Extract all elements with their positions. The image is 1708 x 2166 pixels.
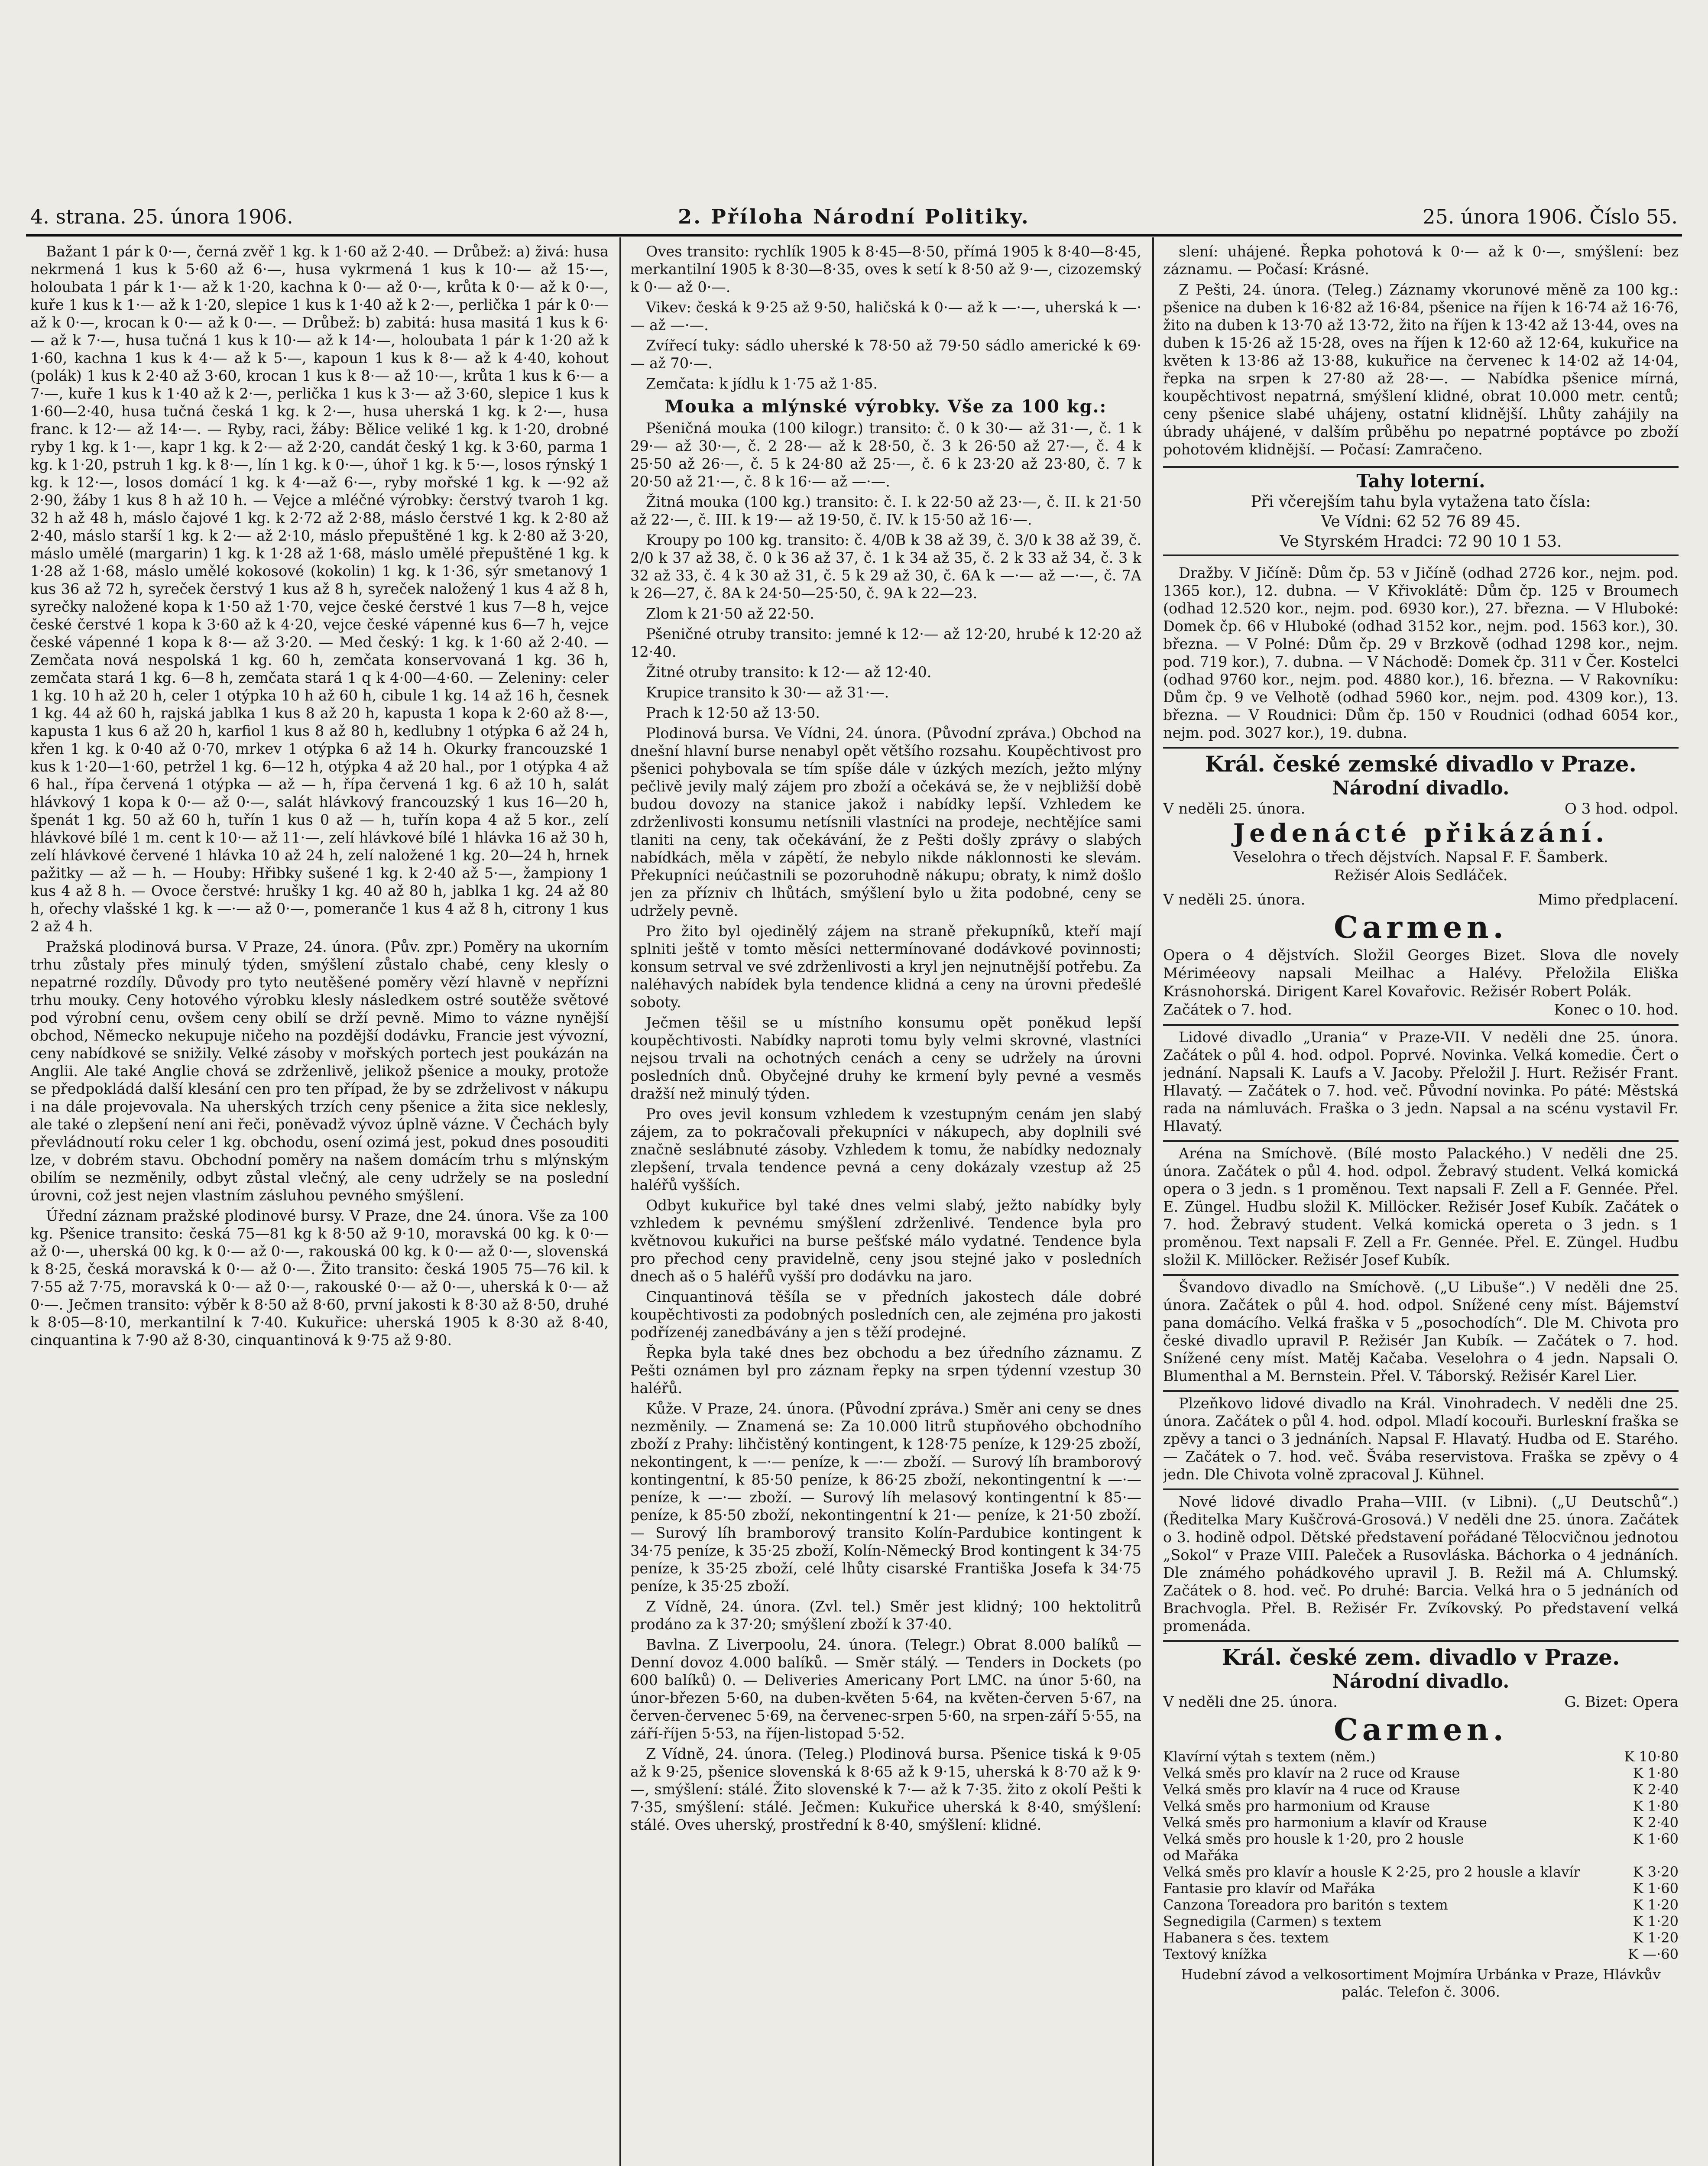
theatre2-row — [1163, 1693, 1679, 1711]
flour-heading: Mouka a mlýnské výrobky. Vše za 100 kg.: — [664, 396, 1107, 417]
oats-prices: Oves transito: rychlík 1905 k 8·45—8·50, přímá 1905 k 8·40—8·45, merkantilní 1905 k 8·30—8·35, oves k setí k 8·50 až 9·—, cizozemský k 0·— až 0·—. — [630, 243, 1141, 295]
sheet-music-item — [1163, 1880, 1679, 1897]
fats-prices: Zvířecí tuky: sádlo uherské k 78·50 až 79·50 sádlo americké k 69·— až 70·—. — [630, 337, 1141, 372]
lottery-vienna: Ve Vídni: 62 52 76 89 45. — [1321, 513, 1521, 531]
header-title: 2. Příloha Národní Politiky. — [678, 205, 1030, 228]
column-1 — [30, 243, 609, 2166]
urania-ad — [1163, 1024, 1679, 1135]
play-title: Jedenácté přikázání. — [1233, 818, 1609, 848]
carmen-title: Carmen. — [1334, 909, 1508, 945]
column-3 — [1163, 243, 1679, 2166]
rye-report: Pro žito byl ojedinělý zájem na straně překupníků, kteří mají splniti ještě v tomto měsíci nettermínované dodávkové povinnosti; konsum setrval ve své zdrženlivosti a kryl jen nejnutnější potřebu. Za naléhavých nabídek byla tendence klidná a ceny na úrovni předešlé soboty. — [630, 923, 1141, 1011]
sheet-music-price: K 1·60 — [1633, 1880, 1679, 1897]
official-bourse-record: Úřední záznam pražské plodinové bursy. V Praze, dne 24. února. Vše za 100 kg. Pšenice transito: česká 75—81 kg k 8·50 až 9·10, moravská 00 kg. k 0·— až 0·—, uherská 00 kg. k 0·— až 0·—, rakouská 00 kg. k 0·— až 0·—, slovenská k 8·25, česká moravská k 0·— až 0·—. Žito transito: česká 1905 75—76 kil. k 7·55 až 7·75, moravská k 0·— až 0·—, rakouské 0·— až 0·—, uherská k 0·— až 0·—. Ječmen transito: výběr k 8·50 až 8·60, první jakosti k 8·30 až 8·50, druhé k 8·05—8·10, merkantilní k 7·40. Kukuřice: uherská 1905 k 8·30 až 8·40, cinquantina k 7·90 až 8·30, cinquantinová k 9·75 až 9·80. — [30, 1207, 609, 1349]
play-desc: Veselohra o třech dějstvích. Napsal F. F. Šamberk. — [1233, 849, 1608, 866]
sheet-music-price: K 2·40 — [1633, 1814, 1679, 1831]
vetch-prices: Vikev: česká k 9·25 až 9·50, haličská k 0·— až k —·—, uherská k —·— až —·—. — [630, 299, 1141, 334]
semolina-prices: Krupice transito k 30·— až 31·—. — [646, 684, 889, 701]
smichov-text: Aréna na Smíchově. (Bílé mosto Palackého.) V neděli dne 25. února. Začátek o půl 4. hod. odpol. Žebravý student. Velká komická opera o 3 jedn. s 1 proměnou. Text napsali F. Zell a F. Gennée. Přel. E. Züngel. Hudbu složil K. Millöcker. Režisér Josef Kubík. Začátek o 7. hod. Žebravý student. Velká komická opereta o 3 jedn. s 1 proměnou. Text napsali F. Zell a Fr. Gennée. Přel. E. Züngel. Hudbu složil K. Millöcker. Režisér Josef Kubík. — [1163, 1145, 1679, 1268]
rye-flour-prices: Žitná mouka (100 kg.) transito: č. I. k 22·50 až 23·—, č. II. k 21·50 až 22·—, č. III. k 19·— až 19·50, č. IV. k 15·50 až 16·—. — [630, 493, 1141, 528]
theatre-date-2: V neděli 25. února. — [1163, 891, 1306, 908]
sheet-music-title: Velká směs pro housle k 1·20, pro 2 housle — [1163, 1831, 1464, 1847]
sheet-music-item — [1163, 1781, 1679, 1798]
vinohrady-text: Plzeňkovo lidové divadlo na Král. Vinohradech. V neděli dne 25. února. Začátek o půl 4. hod. odpol. Mladí kocouři. Burleskní fraška se zpěvy a tanci o 3 jednáních. Napsal F. Hlavatý. Hudba od E. Starého. — Začátek o 7. hod. več. Švába reservistova. Fraška se zpěvy o 4 jedn. Dle Chivota volně zpracoval J. Kühnel. — [1163, 1395, 1679, 1483]
play-director: Režisér Alois Sedláček. — [1334, 867, 1508, 884]
sheet-music-list — [1163, 1748, 1679, 1962]
rye-bran-prices: Žitné otruby transito: k 12·— až 12·40. — [646, 664, 932, 681]
cotton-report: Bavlna. Z Liverpoolu, 24. února. (Telegr.) Obrat 8.000 balíků — Denní dovoz 4.000 balíků. — Směr stálý. — Tenders in Dockets (po 600 balíků) 0. — Deliveries Americany Port LMC. na únor 5·60, na únor-březen 5·60, na duben-květen 5·64, na květen-červen 5·67, na červen-červenec 5·69, na červenec-srpen 5·60, na srpen-září 5·55, na září-říjen 5·53, na říjen-listopad 5·52. — [630, 1636, 1141, 1742]
vienna-telegram: Z Vídně, 24. února. (Teleg.) Plodinová bursa. Pšenice tiská k 9·05 až k 9·25, pšenice slovenská k 8·65 až k 9·15, uherská k 8·70 až k 9·—, smýšlení: stálé. Žito slovenské k 7·— až k 7·35. žito z okolí Pešti k 7·35, smýšlení: stálé. Ječmen: Kukuřice uherská k 8·40, smýšlení: stálé. Oves uherský, prostřední k 8·40, smýšlení: klidné. — [630, 1745, 1141, 1833]
theatre-time: O 3 hod. odpol. — [1564, 800, 1679, 817]
theatre2-house: Národní divadlo. — [1332, 1670, 1510, 1693]
sheet-music-price: K 1·80 — [1633, 1765, 1679, 1781]
pest-report: Z Pešti, 24. února. (Teleg.) Záznamy vkorunové měně za 100 kg.: pšenice na duben k 16·82 až 16·84, pšenice na říjen k 16·74 až 16·76, žito na duben k 13·70 až 13·72, žito na říjen k 13·42 až 13·44, oves na duben k 15·26 až 15·28, oves na říjen k 12·60 až 12·64, kukuřice na květen k 13·86 až 13·88, kukuřice na červenec k 14·02 až 14·04, řepka na srpen k 27·80 až 28·—. — Nabídka pšenice mírná, koupěchtivost nepatrná, smýšlení klidné, obrat 10.000 metr. centů; ceny pšenice slabé uhájeny, ostatní klidnější. Lhůty zahájily na úbrady uhájené, v dalším průběhu po nepatrné poptávce po zboží pohotovém klidnější. — Počasí: Zamračeno. — [1163, 281, 1679, 458]
sheet-music-item — [1163, 1765, 1679, 1781]
sheet-music-price: K 1·20 — [1633, 1913, 1679, 1929]
theatre-date-row — [1163, 800, 1679, 818]
sheet-music-title: Velká směs pro klavír na 2 ruce od Krause — [1163, 1765, 1460, 1781]
sheet-music-price: K 3·20 — [1633, 1864, 1679, 1880]
sheet-music-price — [1640, 1847, 1679, 1864]
dust-prices: Prach k 12·50 až 13·50. — [646, 704, 820, 721]
potatoes-prices: Zemčata: k jídlu k 1·75 až 1·85. — [646, 375, 878, 392]
groats-prices: Kroupy po 100 kg. transito: č. 4/0B k 38 až 39, č. 3/0 k 38 až 39, č. 2/0 k 37 až 38, č. 0 k 36 až 37, č. 1 k 34 až 35, č. 2 k 33 až 34, č. 3 k 32 až 33, č. 4 k 30 až 31, č. 5 k 29 až 30, č. 6A k —·— až —·—, č. 7A k 26—27, č. 8A k 24·50—25·50, č. 9A k 22—23. — [630, 532, 1141, 602]
carmen-end: Konec o 10. hod. — [1554, 1001, 1679, 1018]
carmen-music-ad — [1163, 1640, 1679, 2001]
sheet-music-title: Canzona Toreadora pro baritón s textem — [1163, 1897, 1448, 1913]
rapeseed-report: Řepka byla také dnes bez obchodu a bez úředního záznamu. Z Pešti oznámen byl pro záznam řepky na srpen týdenní vzestup 30 haléřů. — [630, 1344, 1141, 1397]
theatre-name: Král. české zemské divadlo v Praze. — [1205, 751, 1637, 777]
theatre-date: V neděli 25. února. — [1163, 800, 1306, 817]
barley-report: Ječmen těšil se u místního konsumu opět poněkud lepší koupěchtivosti. Nabídky naproti tomu byly velmi skrovné, vlastníci nejsou trvali na ochotných cenách a ceny se udržely na úrovni posledních dnů. Obyčejné druhy ke krmení byly pevné a vesměs dražší než minulý týden. — [630, 1014, 1141, 1102]
lottery-title: Tahy loterní. — [1356, 470, 1485, 492]
vienna-bourse: Plodinová bursa. Ve Vídni, 24. února. (Původní zpráva.) Obchod na dnešní hlavní burse nenabyl opět většího rozsahu. Koupěchtivost pro pšenici pohybovala se tím spíše dále v úzkých mezích, ježto mlýny pečlivě jevily malý zájem pro zboží a očekává se, že v nejbližší době budou dovozy na stanice jakož i nabídky lepší. Vzhledem ke zdrženlivosti konsumu netísnili vlastníci na prodeje, nechtějíce sami tlaniti na ceny, tak očekávání, že z Pešti došly zprávy o slabých nabídkách, měla v zápětí, že nebylo nikde náklonnosti ke slevám. Překupníci neúčastnili se pozoruhodně nákupu; obraty, k nimž došlo jen za přízniv ch lhůtách, smýšlení bylo u žita podobné, ceny se udržely pevně. — [630, 725, 1141, 919]
svandovo-text: Švandovo divadlo na Smíchově. („U Libuše“.) V neděli dne 25. února. Začátek o půl 4. hod. odpol. Snížené ceny míst. Bájemství pana domácího. Velká fraška v 5 „posochodích“. Dle M. Chivota pro české divadlo upravil P. Režisér Jan Kubík. — Začátek o 7. hod. Snížené ceny míst. Matěj Kačaba. Veselohra o 4 jedn. Napsali O. Blumenthal a M. Bernstein. Přel. V. Táborský. Režisér Karel Lier. — [1163, 1279, 1679, 1385]
sheet-music-item — [1163, 1864, 1679, 1880]
vienna-spirit: Z Vídně, 24. února. (Zvl. tel.) Směr jest klidný; 100 hektolitrů prodáno za k 37·20; smýšlení zboží k 37·40. — [630, 1598, 1141, 1633]
sheet-music-item — [1163, 1814, 1679, 1831]
lottery-subtitle: Při včerejším tahu byla vytažena tato čísla: — [1251, 493, 1591, 511]
national-theatre-ad — [1163, 747, 1679, 1019]
sheet-music-title: Segnedigila (Carmen) s textem — [1163, 1913, 1382, 1929]
vinohrady-ad — [1163, 1390, 1679, 1483]
sheet-music-item — [1163, 1831, 1679, 1847]
wheat-bran-prices: Pšeničné otruby transito: jemné k 12·— až 12·20, hrubé k 12·20 až 12·40. — [630, 626, 1141, 660]
wheat-flour-prices: Pšeničná mouka (100 kilogr.) transito: č. 0 k 30·— až 31·—, č. 1 k 29·— až 30·—, č. 2 28·— až k 28·50, č. 3 k 26·50 až 27·—, č. 4 k 25·50 až 26·—, č. 5 k 24·80 až 25·—, č. 6 k 23·20 až 23·80, č. 7 k 20·50 až 21·—, č. 8 k 16·— až —·—. — [630, 420, 1141, 490]
sheet-music-price: K 1·20 — [1633, 1929, 1679, 1946]
market-prices: Bažant 1 pár k 0·—, černá zvěř 1 kg. k 1·60 až 2·40. — Drůbež: a) živá: husa nekrmená 1 kus k 5·60 až 6·—, husa vykrmená 1 kus k 10·— až 15·—, holoubata 1 pár k 1·— až k 1·20, kachna k 0·— až 0·—, krůta k 0·— až k 0·—, kuře 1 kus k 1·— až k 1·20, slepice 1 kus k 1·40 až k 2·—, perlička 1 pár k 0·— až k 0·—, krocan k 0·— až k 0·—. — Drůbež: b) zabitá: husa masitá 1 kus k 6·— až k 7·—, husa tučná 1 kus k 10·— až k 14·—, holoubata 1 pár k 1·20 až k 1·60, kachna 1 kus k 4·— až k 5·—, kapoun 1 kus k 8·— až k 4·40, kohout (polák) 1 kus k 2·40 až 3·60, krocan 1 kus k 8·— až 10·—, krůta 1 kus k 6·— a 7·—, kuře 1 kus k 1·40 až k 2·—, perlička 1 kus k 3·— až 3·60, slepice 1 kus k 1·60—2·40, husa tučná česká 1 kg. k 2·—, husa uherská 1 kg. k 2·—, husa franc. k 12·— až 14·—. — Ryby, raci, žáby: Bělice veliké 1 kg. k 1·20, drobné ryby 1 kg. k 1·—, kapr 1 kg. k 2·— až 2·20, candát český 1 kg. k 3·60, parma 1 kg. k 1·20, pstruh 1 kg. k 8·—, lín 1 kg. k 0·—, úhoř 1 kg. k 5·—, losos rýnský 1 kg. k 12·—, losos domácí 1 kg. k 4·—až 6·—, ryby mořské 1 kg. k —·92 až 2·90, žáby 1 kus 8 h až 10 h. — Vejce a mléčné výrobky: čerstvý tvaroh 1 kg. 32 h až 48 h, máslo čajové 1 kg. k 2·72 až 2·88, máslo čerstvé 1 kg. k 2·80 až 2·40, máslo starší 1 kg. k 2·— až 2·10, máslo přepuštěné 1 kg. k 2·80 až 3·20, máslo umělé (margarin) 1 kg. k 1·28 až 1·68, máslo umělé přepuštěné 1 kg. k 1·28 až 1·68, máslo umělé kokosové (kokolin) 1 kg. k 1·36, sýr smetanový 1 kus 36 až 72 h, syreček čerstvý 1 kus až 8 h, syreček naložený 1 kus 4 až 8 h, syrečky naložené kopa k 1·50 až 1·70, vejce české čerstvé 1 kus 7—8 h, vejce české čerstvé 1 kopa k 3·60 až k 4·20, vejce české vápenné kus 6—7 h, vejce české vápenné 1 kopa k 8·— až 3·20. — Med český: 1 kg. k 1·60 až 2·40. — Zemčata nová nespolská 1 kg. 60 h, zemčata konservovaná 1 kg. 36 h, zemčata stará 1 kg. 6—8 h, zemčata stará 1 q k 4·00—4·60. — Zeleniny: celer 1 kg. 10 h až 20 h, celer 1 otýpka 10 h až 60 h, cibule 1 kg. 14 až 16 h, česnek 1 kg. 44 až 60 h, rajská jablka 1 kus 8 až 20 h, kapusta 1 kopa k 2·60 až 8·—, kapusta 1 kus 6 až 20 h, karfiol 1 kus 8 až 80 h, kedlubny 1 otýpka 6 až 24 h, křen 1 kg. k 0·40 až 0·70, mrkev 1 otýpka 6 až 14 h. Okurky francouzské 1 kus k 1·20—1·60, petržel 1 kg. 6—12 h, otýpka 4 až 20 hal., por 1 otýpka 4 až 6 hal., řípa červená 1 otýpka — až — h, řípa červená 1 kg. 6 až 10 h, salát hlávkový 1 kopa k 0·— až 0·—, salát hlávkový francouzský 1 kus 16—20 h, špenát 1 kg. 50 až 60 h, tuřín 1 kus 0 až — h, tuřín kopa 4 až 5 kor., zelí hlávkové bílé 1 m. cent k 10·— až 11·—, zelí hlávkové bílé 1 hlávka 16 až 30 h, zelí hlávkové červené 1 hlávka 10 až 24 h, zelí naložené 1 kg. 20—24 h, hrnek pažitky — až — h. — Houby: Hřibky sušené 1 kg. k 2·40 až 5·—, žampiony 1 kus 4 až 8 h. — Ovoce čerstvé: hrušky 1 kg. 40 až 80 h, jablka 1 kg. 24 až 80 h, ořechy vlašské 1 kg. k —·— až 0·—, pomeranče 1 kus 4 až 8 h, citrony 1 kus 2 až 4 h. — [30, 243, 609, 935]
cinquantine-report: Cinquantinová těšíla se v předních jakostech dále dobré koupěchtivosti za podobných posledních cen, ale zejména pro jakosti podřízenéj zanedbávány a jen s těží prodejné. — [630, 1288, 1141, 1341]
theatre2-name: Král. české zem. divadlo v Praze. — [1222, 1644, 1620, 1670]
page-header — [30, 204, 1678, 230]
sheet-music-price: K 10·80 — [1624, 1748, 1679, 1765]
sheet-music-item — [1163, 1748, 1679, 1765]
lottery-box — [1163, 466, 1679, 556]
theatre2-opera: G. Bizet: Opera — [1564, 1693, 1679, 1711]
header-rule — [26, 234, 1682, 237]
theatre-date-row-2 — [1163, 891, 1679, 909]
sheet-music-price: K —·60 — [1628, 1946, 1679, 1962]
weather-note: slení: uhájené. Řepka pohotová k 0·— až k 0·—, smýšlení: bez záznamu. — Počasí: Krásné. — [1163, 243, 1679, 278]
carmen-desc: Opera o 4 dějstvích. Složil Georges Bizet. Slova dle novely Mériméeovy napsali Meilhac a Halévy. Přeložila Eliška Krásnohorská. Dirigent Karel Kovařovic. Režisér Robert Polák. — [1163, 947, 1679, 1000]
oats-report: Pro oves jevil konsum vzhledem k vzestupným cenám jen slabý zájem, za to pokračovali překupníci v nákupech, aby doplnili své značně seslábnuté zásoby. Vzhledem k tomu, že nabídky nedoznaly zlepšení, trvala tendence pevná a ceny dokázaly vzestup až 25 haléřů vyšších. — [630, 1106, 1141, 1193]
broken-prices: Zlom k 21·50 až 22·50. — [646, 605, 814, 622]
maize-report: Odbyt kukuřice byl také dnes velmi slabý, ježto nabídky byly vzhledem k pevnému smýšlení zdrženlivé. Tendence byla pro květnovou kukuřici na burse pešťské málo vydatné. Tendence byla pro přechod ceny pravidelně, ceny jsou stejné jako v posledních dnech aš o 5 haléřů vyšší pro dodávku na jaro. — [630, 1197, 1141, 1285]
column-2 — [630, 243, 1141, 2166]
sheet-music-item — [1163, 1847, 1679, 1864]
music-store: Hudební závod a velkosortiment Mojmíra Urbánka v Praze, Hlávkův palác. Telefon č. 3006. — [1181, 1966, 1661, 2000]
sheet-music-title: Klavírní výtah s textem (něm.) — [1163, 1748, 1376, 1765]
svandovo-ad — [1163, 1274, 1679, 1385]
sheet-music-title: Textový knížka — [1163, 1946, 1267, 1962]
sheet-music-title: Fantasie pro klavír od Mařáka — [1163, 1880, 1375, 1897]
carmen-start: Začátek o 7. hod. — [1163, 1001, 1292, 1018]
smichov-arena-ad — [1163, 1140, 1679, 1269]
column-divider-1 — [619, 237, 621, 2166]
theatre2-title: Carmen. — [1334, 1712, 1508, 1748]
sheet-music-title: od Mařáka — [1163, 1847, 1239, 1864]
liben-ad — [1163, 1488, 1679, 1635]
sheet-music-price: K 1·80 — [1633, 1798, 1679, 1814]
sheet-music-price: K 1·20 — [1633, 1897, 1679, 1913]
liben-text: Nové lidové divadlo Praha—VIII. (v Libni). („U Deutschů“.) (Ředitelka Mary Kuščrová-Grosová.) V neděli dne 25. února. Začátek o 3. hodině odpol. Dětské představení pořádané Tělocvičnou jednotou „Sokol“ v Praze VIII. Paleček a Rusovláska. Báchorka o 4 jednáních. Dle známého pohádkového upravil J. B. Režil má A. Chlumský. Začátek o 8. hod. več. Po druhé: Barcia. Velká hra o 5 jednáních od Brachvogla. Přel. B. Režisér Fr. Zvíkovský. Po představení velká promenáda. — [1163, 1493, 1679, 1634]
sheet-music-item — [1163, 1913, 1679, 1929]
sheet-music-price: K 2·40 — [1633, 1781, 1679, 1798]
sheet-music-title: Velká směs pro klavír a housle K 2·25, pro 2 housle a klavír — [1163, 1864, 1580, 1880]
sheet-music-title: Velká směs pro klavír na 4 ruce od Krause — [1163, 1781, 1460, 1798]
theatre-subscription: Mimo předplacení. — [1538, 891, 1679, 908]
urania-text: Lidové divadlo „Urania“ v Praze-VII. V neděli dne 25. února. Začátek o půl 4. hod. odpol. Poprvé. Novinka. Velká komedie. Čert o jednání. Napsali K. Laufs a V. Jacoby. Přeložil J. Hurt. Režisér Frant. Hlavatý. — Začátek o 7. hod. več. Původní novinka. Po páté: Městská rada na námluvách. Fraška o 3 jedn. Napsal a na scénu vystavil Fr. Hlavatý. — [1163, 1029, 1679, 1135]
carmen-time-row — [1163, 1001, 1679, 1019]
column-divider-2 — [1152, 237, 1154, 2166]
sheet-music-item — [1163, 1897, 1679, 1913]
spirit-report: Kůže. V Praze, 24. února. (Původní zpráva.) Směr ani ceny se dnes nezměnily. — Znamená se: Za 10.000 litrů stupňového obchodního zboží z Prahy: lihčistěný kontingent, k 128·75 peníze, k 129·25 zboží, nekontingent, k —·— peníze, k —·— zboží. — Surový líh bramborový kontingentní, k 85·50 peníze, k 86·25 zboží, nekontingentní k —·— peníze, k —·— zboží. — Surový líh melasový kontingentní k 85·— peníze, k 85·50 zboží, nekontingentní k 21·— peníze, k 21·50 zboží. — Surový líh bramborový transito Kolín-Pardubice kontingent k 34·75 peníze, k 35·25 zboží, Kolín-Německý Brod kontingent k 34·75 peníze, k 35·25 zboží, celé lhůty cisarské Františka Josefa k 34·75 peníze, k 35·25 zboží. — [630, 1400, 1141, 1595]
sheet-music-title: Habanera s čes. textem — [1163, 1929, 1329, 1946]
auctions: Dražby. V Jičíně: Dům čp. 53 v Jičíně (odhad 2726 kor., nejm. pod. 1365 kor.), 12. dubna. — V Křivoklátě: Dům čp. 125 v Broumech (odhad 12.520 kor., nejm. pod. 6930 kor.), 27. března. — V Hluboké: Domek čp. 66 v Hluboké (odhad 3152 kor., nejm. pod. 1563 kor.), 30. března. — V Polné: Dům čp. 29 v Brzkově (odhad 1298 kor., nejm. pod. 719 kor.), 7. dubna. — V Náchodě: Domek čp. 311 v Čer. Kostelci (odhad 9760 kor., nejm. pod. 4880 kor.), 16. března. — V Rakovníku: Dům čp. 9 ve Velhotě (odhad 5960 kor., nejm. pod. 4309 kor.), 13. března. — V Roudnici: Dům čp. 150 v Roudnici (odhad 6054 kor., nejm. pod. 3027 kor.), 19. dubna. — [1163, 564, 1679, 741]
sheet-music-item — [1163, 1798, 1679, 1814]
sheet-music-title: Velká směs pro harmonium od Krause — [1163, 1798, 1430, 1814]
sheet-music-price: K 1·60 — [1633, 1831, 1679, 1847]
header-left: 4. strana. 25. února 1906. — [30, 205, 293, 228]
lottery-graz: Ve Styrském Hradci: 72 90 10 1 53. — [1280, 533, 1562, 551]
sheet-music-title: Velká směs pro harmonium a klavír od Krause — [1163, 1814, 1487, 1831]
sheet-music-item — [1163, 1946, 1679, 1962]
theatre2-date: V neděli dne 25. února. — [1163, 1693, 1338, 1711]
prague-bourse-report: Pražská plodinová bursa. V Praze, 24. února. (Pův. zpr.) Poměry na ukorním trhu zůstaly přes minulý týden, smýšlení zůstalo chabé, ceny klesly o nepatrné rozdíly. Důvody pro tyto neutěšené poměry vězí hlavně v nepřízni trhu mouky. Ceny hotového výrobku klesly následkem ostré soutěže světové pod výrobní cenu, ovšem ceny obilí se drží pevně. Mimo to vázne nynější obchod, Německo nekupuje ničeho na pozdější dodávku, Francie jest vývozní, ceny nabídkové se snižily. Velké zásoby v mořských portech jest poukázán na Anglii. Ale také Anglie chová se zdrženlivě, jelikož pšenice a mouky, protože se předpokládá další klesání cen pro ten případ, že by se zdrželivost v nákupu i na dále projevovala. Na uherských trzích ceny pšenice a žita sice neklesly, ale také o zlepšení není ani řeči, poněvadž vývoz úplně vázne. V Čechách byly převládnoutí roku celer 1 kg. obchodu, osení ozimá jest, pokud dnes posouditi lze, v dobrém stavu. Obchodní poměry na našem domácím trhu s mlýnským obilím se nezměnily, odbyt zůstal vlečný, ale ceny udržely se na poslední úrovni, což jest nejen vlastním zásluhou pevného smýšlení. — [30, 938, 609, 1204]
theatre-house: Národní divadlo. — [1332, 777, 1510, 799]
sheet-music-item — [1163, 1929, 1679, 1946]
header-right: 25. února 1906. Číslo 55. — [1423, 205, 1678, 228]
